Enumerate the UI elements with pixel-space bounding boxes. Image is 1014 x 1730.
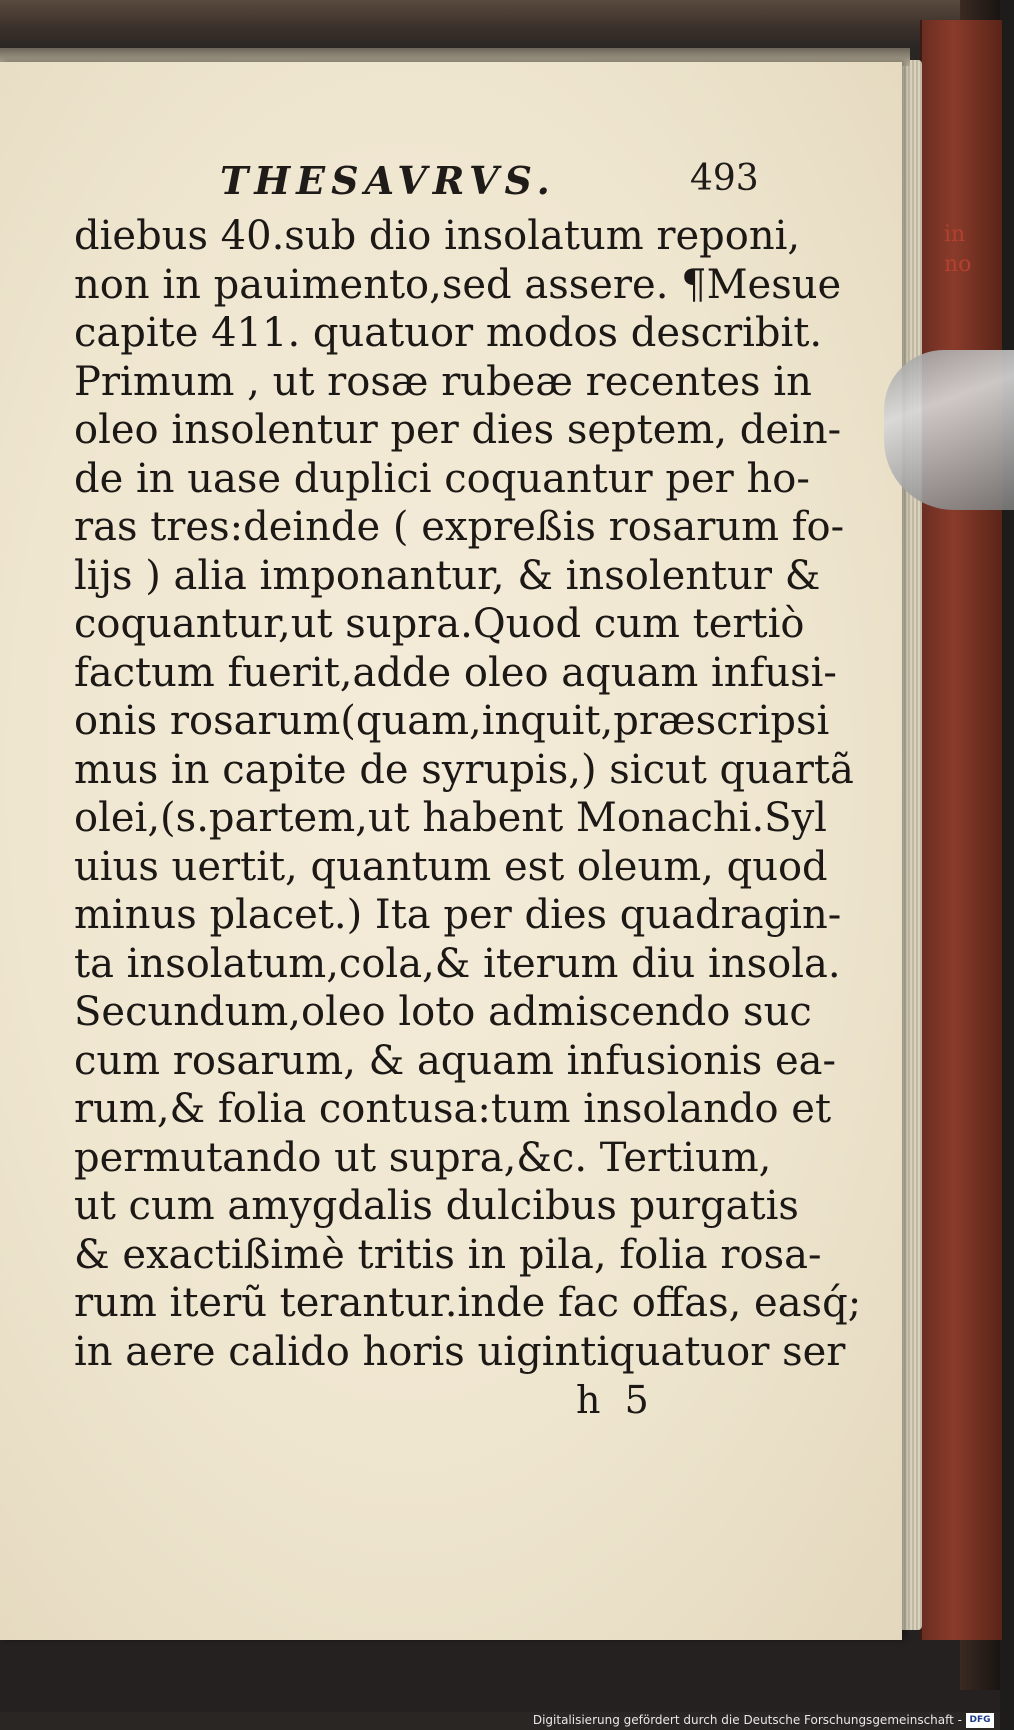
text-line: permutando ut supra,&c. Tertium, — [74, 1134, 772, 1181]
cover-handwritten-label: in no — [944, 222, 972, 277]
running-title: THESAVRVS. — [220, 158, 556, 203]
text-line: diebus 40.sub dio insolatum reponi, — [74, 213, 801, 259]
text-line: de in uase duplici coquantur per ho- — [74, 455, 810, 502]
signature-mark: h 5 — [576, 1378, 649, 1422]
text-line: Primum , ut rosæ rubeæ recentes in — [74, 358, 812, 405]
page-number: 493 — [690, 158, 759, 199]
text-line: ta insolatum,cola,& iterum diu insola. — [74, 940, 841, 987]
text-line: coquantur,ut supra.Quod cum tertiò — [74, 601, 805, 647]
text-line: onis rosarum(quam,inquit,præscripsi — [74, 698, 830, 744]
text-line: ras tres:deinde ( expreßis rosarum fo- — [74, 504, 845, 550]
text-line: mus in capite de syrupis,) sicut quartã — [74, 746, 854, 793]
text-line: uius uertit, quantum est oleum, quod — [74, 843, 828, 890]
text-line: rum,& folia contusa:tum insolando et — [74, 1086, 832, 1132]
text-line: rum iterũ terantur.inde fac offas, easq́; — [74, 1280, 862, 1326]
text-line: lijs ) alia imponantur, & insolentur & — [74, 552, 821, 599]
footer-credit: Digitalisierung gefördert durch die Deutsche Forschungsgemeinschaft - — [532, 1713, 962, 1727]
running-head — [220, 158, 760, 208]
text-line: in aere calido horis uigintiquatuor ser — [74, 1328, 846, 1375]
text-line: oleo insolentur per dies septem, dein- — [74, 407, 842, 453]
text-line: Secundum,oleo loto admiscendo suc — [74, 989, 812, 1035]
text-line: & exactißimè tritis in pila, folia rosa- — [74, 1231, 822, 1278]
body-text — [74, 212, 862, 1376]
text-line: ut cum amygdalis dulcibus purgatis — [74, 1183, 799, 1229]
text-line: olei,(s.partem,ut habent Monachi.Syl — [74, 795, 827, 841]
book-cover-top — [0, 0, 1000, 48]
text-line: minus placet.) Ita per dies quadragin- — [74, 892, 842, 938]
text-line: capite 411. quatuor modos describit. — [74, 310, 823, 356]
text-line: cum rosarum, & aquam infusionis ea- — [74, 1037, 837, 1084]
scanner-clip — [884, 350, 1014, 510]
text-line: factum fuerit,adde oleo aquam infusi- — [74, 649, 837, 696]
dfg-logo: DFG — [966, 1713, 994, 1728]
text-line: non in pauimento,sed assere. ¶Mesue — [74, 261, 842, 308]
